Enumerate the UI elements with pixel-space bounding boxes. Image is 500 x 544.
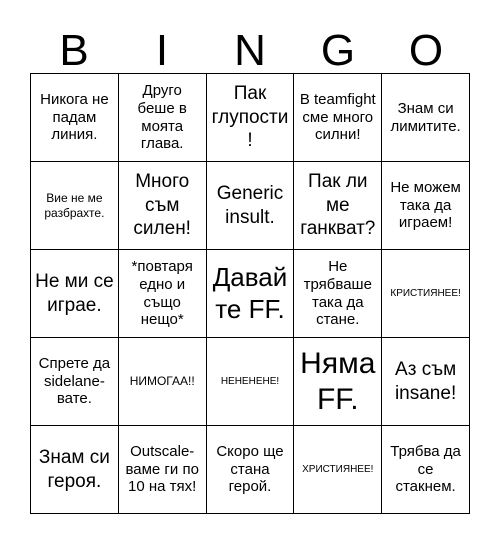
bingo-cell-1-4[interactable] — [294, 74, 382, 162]
bingo-cell-5-5[interactable] — [382, 426, 470, 514]
bingo-cell-4-2[interactable] — [119, 338, 207, 426]
bingo-cell-3-1[interactable] — [31, 250, 119, 338]
bingo-cell-text: Трябва да се стакнем. — [390, 442, 461, 496]
bingo-cell-text: Друго беше в моята глава. — [137, 82, 187, 153]
bingo-cell-1-3[interactable] — [207, 74, 295, 162]
bingo-cell-2-5[interactable] — [382, 162, 470, 250]
bingo-cell-text: Outscale-ваме ги по 10 на тях! — [125, 442, 199, 496]
bingo-cell-4-4[interactable] — [294, 338, 382, 426]
bingo-cell-text: *повтаря едно и също нещо* — [131, 258, 193, 329]
header-letter-o: O — [408, 26, 444, 75]
bingo-cell-text: Никога не падам линия. — [40, 90, 109, 144]
bingo-cell-text: НИМОГАА!! — [129, 374, 195, 389]
bingo-cell-text: Знам си лимитите. — [390, 99, 461, 135]
bingo-cell-2-2[interactable] — [119, 162, 207, 250]
bingo-cell-1-1[interactable] — [31, 74, 119, 162]
bingo-cell-2-3[interactable] — [207, 162, 295, 250]
bingo-cell-text: Много съм силен! — [133, 170, 191, 240]
header-letter-g: G — [320, 26, 356, 75]
bingo-cell-text: Пак глупости! — [211, 82, 289, 152]
bingo-cell-text: Аз съм insane! — [394, 358, 457, 404]
bingo-board — [30, 73, 470, 514]
bingo-cell-text: Пак ли ме ганкват? — [300, 170, 376, 240]
bingo-cell-text: Не ми се играе. — [35, 270, 114, 316]
bingo-cell-text: Generic insult. — [216, 182, 284, 228]
bingo-cell-5-2[interactable] — [119, 426, 207, 514]
bingo-cell-2-4[interactable] — [294, 162, 382, 250]
bingo-cell-text: Не трябваше така да стане. — [303, 258, 372, 329]
bingo-cell-text: Давай те FF. — [212, 262, 288, 324]
header-letter-i: I — [155, 26, 169, 75]
bingo-cell-text: Спрете да sidelane-вате. — [38, 354, 111, 408]
bingo-cell-1-5[interactable] — [382, 74, 470, 162]
bingo-cell-3-4[interactable] — [294, 250, 382, 338]
bingo-cell-5-4[interactable] — [294, 426, 382, 514]
bingo-cell-1-2[interactable] — [119, 74, 207, 162]
bingo-cell-text: Вие не ме разбрахте. — [44, 191, 105, 220]
bingo-cell-text: Не можем така да играем! — [390, 178, 461, 232]
bingo-cell-2-1[interactable] — [31, 162, 119, 250]
bingo-cell-5-3[interactable] — [207, 426, 295, 514]
bingo-cell-text: ХРИСТИЯНЕЕ! — [302, 463, 374, 475]
bingo-cell-text: НЕНЕНЕНЕ! — [220, 375, 280, 387]
bingo-cell-3-5[interactable] — [382, 250, 470, 338]
bingo-cell-4-3[interactable] — [207, 338, 295, 426]
header-letter-n: N — [234, 26, 266, 75]
bingo-cell-3-2[interactable] — [119, 250, 207, 338]
bingo-cell-4-5[interactable] — [382, 338, 470, 426]
bingo-cell-text: Няма FF. — [300, 346, 376, 416]
bingo-cell-5-1[interactable] — [31, 426, 119, 514]
bingo-cell-text: В teamfight сме много силни! — [299, 90, 376, 144]
header-letter-b: B — [59, 26, 89, 75]
bingo-cell-4-1[interactable] — [31, 338, 119, 426]
bingo-cell-3-3[interactable] — [207, 250, 295, 338]
bingo-cell-text: Скоро ще стана герой. — [216, 442, 284, 496]
bingo-cell-text: Знам си героя. — [38, 446, 110, 492]
bingo-cell-text: КРИСТИЯНЕЕ! — [390, 287, 461, 299]
